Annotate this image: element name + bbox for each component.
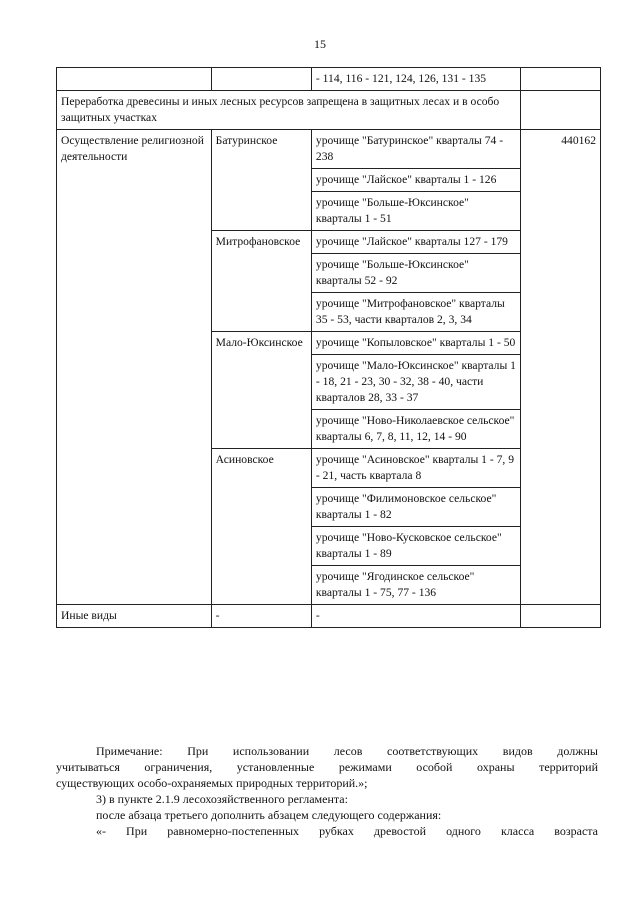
note-line-2: учитываться ограничения, установленные режимами особой охраны территорий <box>56 760 598 774</box>
forestry-cell: Асиновское <box>211 449 311 605</box>
table-row <box>57 68 601 91</box>
tract-cell: урочище "Больше-Юксинское" кварталы 52 - 92 <box>311 254 520 293</box>
tract-cell: урочище "Лайское" кварталы 127 - 179 <box>311 231 520 254</box>
empty-cell <box>520 68 600 91</box>
after-paragraph-text: после абзаца третьего дополнить абзацем следующего содержания: <box>96 808 442 822</box>
tract-cell: урочище "Больше-Юксинское" кварталы 1 - 51 <box>311 192 520 231</box>
item-3-text: 3) в пункте 2.1.9 лесохозяйственного регламента: <box>96 792 348 806</box>
empty-cell <box>211 68 311 91</box>
regulation-table <box>56 67 601 628</box>
quote-start-text: «- При равномерно-постепенных рубках древостой одного класса возраста <box>96 824 598 838</box>
tract-cell: урочище "Асиновское" кварталы 1 - 7, 9 - 21, часть квартала 8 <box>311 449 520 488</box>
empty-cell <box>520 91 600 130</box>
tract-cell: урочище "Лайское" кварталы 1 - 126 <box>311 169 520 192</box>
other-label-cell: Иные виды <box>57 605 212 628</box>
code-cell: 440162 <box>520 130 600 605</box>
empty-cell <box>520 605 600 628</box>
table-row <box>57 605 601 628</box>
tract-cell: урочище "Митрофановское" кварталы 35 - 53, части кварталов 2, 3, 34 <box>311 293 520 332</box>
forestry-cell: Мало-Юксинское <box>211 332 311 449</box>
tract-cell: урочище "Филимоновское сельское" кварталы 1 - 82 <box>311 488 520 527</box>
tract-cell: - <box>311 605 520 628</box>
restriction-cell: Переработка древесины и иных лесных ресурсов запрещена в защитных лесах и в особо защитных участках <box>57 91 521 130</box>
note-line-1: Примечание: При использовании лесов соответствующих видов должны <box>96 744 598 758</box>
tract-cell: урочище "Ново-Кусковское сельское" кварталы 1 - 89 <box>311 527 520 566</box>
tract-cell: урочище "Батуринское" кварталы 74 - 238 <box>311 130 520 169</box>
forestry-cell: Митрофановское <box>211 231 311 332</box>
note-line-3: существующих особо-охраняемых природных территорий.»; <box>56 776 368 790</box>
activity-cell: Осуществление религиозной деятельности <box>57 130 212 605</box>
empty-cell <box>57 68 212 91</box>
tract-cell: урочище "Ново-Николаевское сельское" кварталы 6, 7, 8, 11, 12, 14 - 90 <box>311 410 520 449</box>
forestry-cell: Батуринское <box>211 130 311 231</box>
tract-cell: - 114, 116 - 121, 124, 126, 131 - 135 <box>311 68 520 91</box>
page-number: 15 <box>314 37 326 51</box>
tract-cell: урочище "Мало-Юксинское" кварталы 1 - 18, 21 - 23, 30 - 32, 38 - 40, части кварталов 28, 33 - 37 <box>311 355 520 410</box>
table-row <box>57 130 601 169</box>
forestry-cell: - <box>211 605 311 628</box>
table-row <box>57 91 601 130</box>
tract-cell: урочище "Ягодинское сельское" кварталы 1 - 75, 77 - 136 <box>311 566 520 605</box>
tract-cell: урочище "Копыловское" кварталы 1 - 50 <box>311 332 520 355</box>
